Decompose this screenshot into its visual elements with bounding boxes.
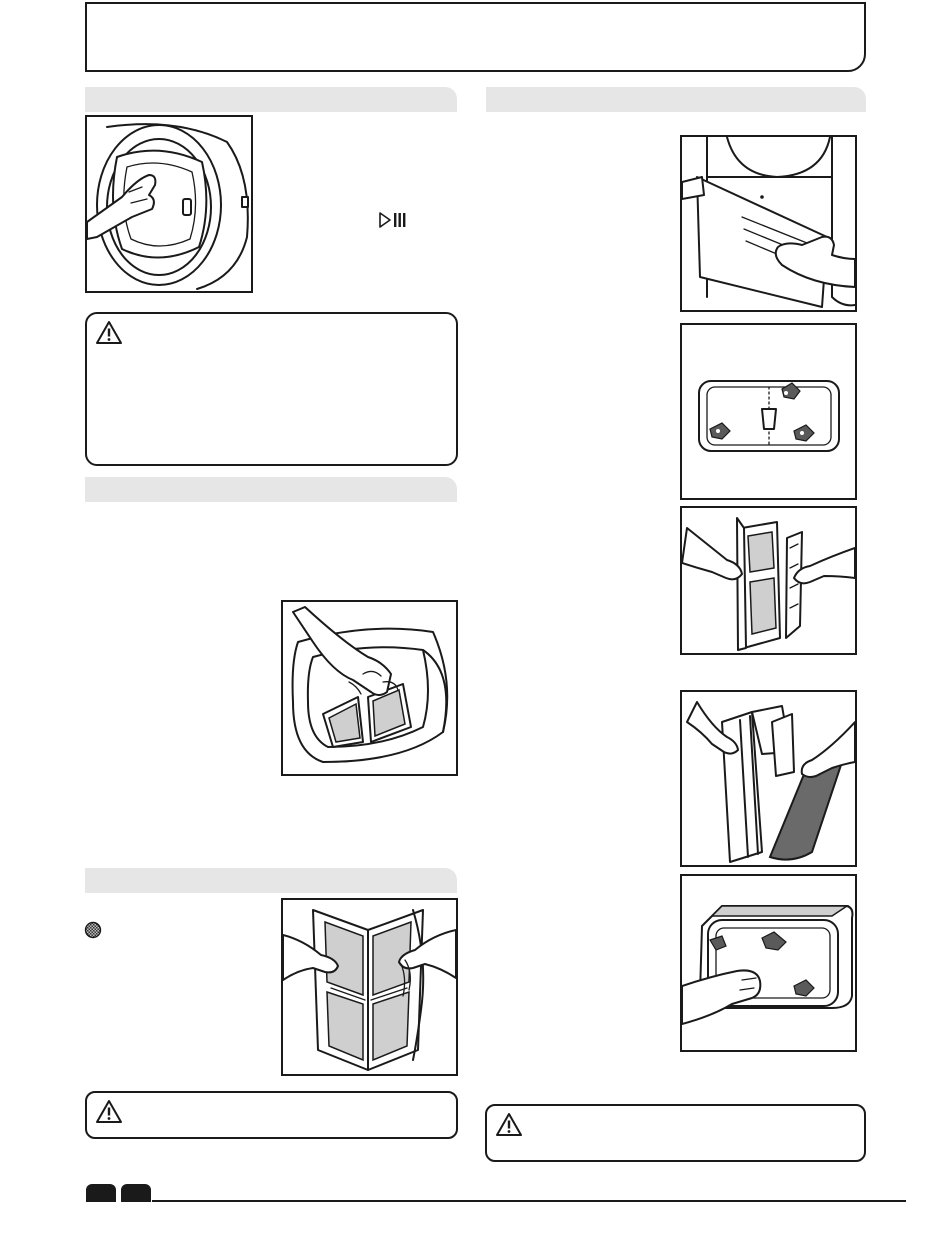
section-header-bar-left-3	[85, 868, 457, 893]
warning-triangle-icon	[95, 320, 123, 346]
filter-removal-illustration	[281, 600, 458, 776]
condenser-unit-separate-illustration	[680, 690, 857, 867]
warning-triangle-icon	[95, 1099, 123, 1125]
section-header-bar-left-2	[85, 477, 457, 502]
section-header-bar-right-1	[486, 87, 866, 112]
page-number-tab-1	[86, 1184, 116, 1202]
warning-box-condenser	[485, 1104, 866, 1162]
panel-lock-positions-illustration	[680, 323, 857, 500]
section-header-bar-left-1	[85, 87, 457, 112]
condenser-unit-open-illustration	[680, 506, 857, 655]
door-opening-illustration	[85, 115, 253, 293]
start-pause-icon	[378, 210, 408, 230]
warning-box-filter	[85, 1091, 458, 1139]
plinth-panel-removal-illustration	[680, 135, 857, 312]
page-number-tab-2	[121, 1184, 151, 1202]
page-title-box	[85, 2, 866, 72]
warning-triangle-icon	[495, 1112, 523, 1138]
warning-box-door	[85, 312, 458, 466]
footer-rule	[152, 1200, 906, 1202]
condenser-reinsert-illustration	[680, 874, 857, 1052]
filter-cleaning-illustration	[281, 898, 458, 1076]
filter-symbol-icon	[84, 921, 102, 939]
